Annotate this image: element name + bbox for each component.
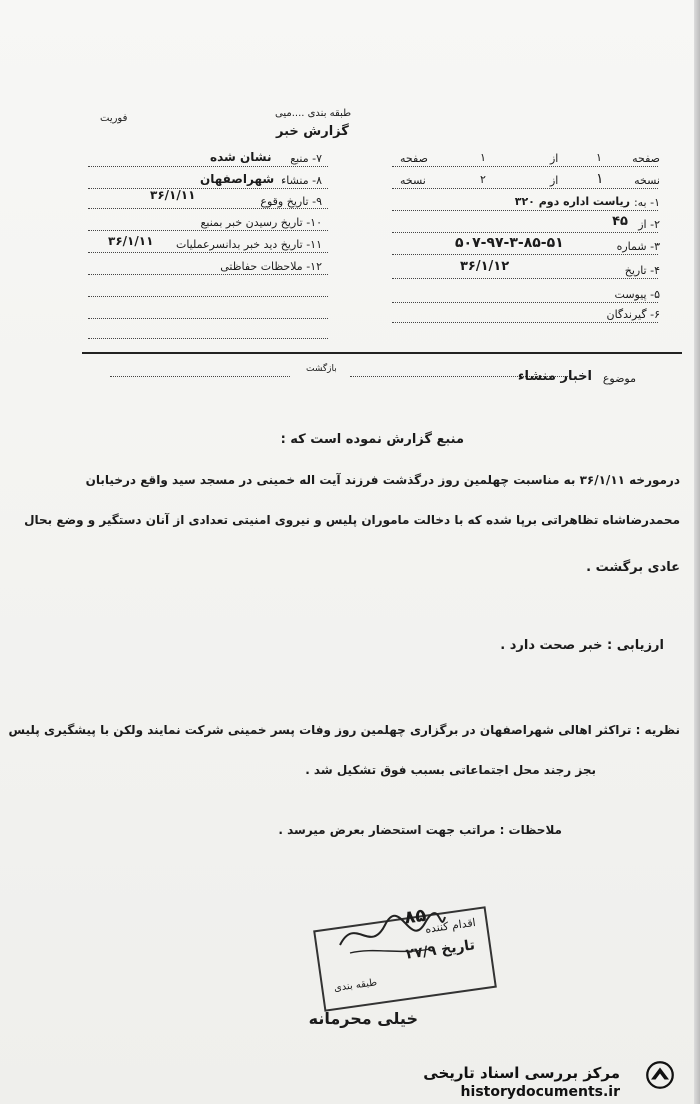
number-value: ۵۰۷-۹۷-۳-۸۵-۵۱ [455,235,564,251]
field-line [88,274,328,275]
watermark-site: historydocuments.ir [460,1084,620,1100]
archive-logo-icon [632,1060,688,1090]
watermark-org: مرکز بررسی اسناد تاریخی [423,1064,620,1082]
page-value: ۱ [596,151,602,164]
number-label: ۳- شماره [616,240,660,253]
field-line [392,254,658,255]
field-line [392,322,658,323]
comment-line-1: نظریه : تراکثر اهالی شهراصفهان در برگزاری چهلمین روز وفات پسر خمینی شرکت نمایند ولکن با پیشگیری پلیس [8,723,680,737]
field-event-date-value: ۳۶/۱/۱۱ [150,188,196,202]
subject-label: موضوع [602,372,636,385]
field-line [88,230,328,231]
reference-line [110,376,290,377]
copy-of-value: ۲ [480,173,486,186]
stamp-line-2: تاریخ ۲۷/۹ [404,937,476,963]
header-divider [82,352,682,354]
classification-label: طبقه بندی ....میی [275,108,352,119]
page-of-value: ۱ [480,151,486,164]
stamp-number: ۸۵ [402,904,428,929]
body-line-4: عادی برگشت . [586,560,680,575]
field-line [88,252,328,253]
stamp-line-3: طبقه بندی [333,977,378,995]
field-security-label: ۱۲- ملاحظات حفاظتی [220,260,322,273]
to-value: ریاست اداره دوم ۳۲۰ [514,195,630,208]
comment-line-2: بجز رجند محل اجتماعاتی بسبب فوق تشکیل شد . [305,763,596,777]
field-line [88,296,328,297]
body-line-3: محمدرضاشاه تظاهراتی برپا شده که با دخالت ماموران پلیس و نیروی امنیتی تعدادی از آنان دستگیر و وضع بحال [24,513,680,527]
urgency-label: فوریت [100,113,128,124]
field-origin-label: ۸- منشاء [281,174,322,187]
copy-unit: نسخه [400,174,426,187]
field-line [88,318,328,319]
document-title: گزارش خبر [276,124,349,139]
field-line [88,208,328,209]
from-value: ۴۵ [612,214,628,229]
field-line [88,166,328,167]
field-source-label: ۷- منبع [290,152,322,165]
assessment: ارزیابی : خبر صحت دارد . [500,638,664,653]
page-label: صفحه [632,152,660,165]
field-line [392,278,658,279]
stamp-line-1: اقدام کننده [424,915,477,936]
footer-classification: خیلی محرمانه [308,1009,418,1028]
field-ops-date-value: ۳۶/۱/۱۱ [108,234,154,248]
copy-of-label: از [550,174,559,187]
field-event-date-label: ۹- تاریخ وقوع [260,195,322,208]
field-line [88,338,328,339]
body-intro: منبع گزارش نموده است که : [280,432,464,447]
field-line [392,188,658,189]
copy-label: نسخه [634,174,660,187]
page-of-label: از [550,152,559,165]
subject-value: اخبار منشاء [517,369,592,384]
field-arrival-label: ۱۰- تاریخ رسیدن خبر بمنبع [200,216,322,229]
to-label: ۱- به: [633,196,660,209]
body-line-2: درمورخه ۳۶/۱/۱۱ به مناسبت چهلمین روز درگذشت فرزند آیت اله خمینی در مسجد سید واقع درخیابان [85,473,680,487]
field-line [392,210,658,211]
field-line [88,188,328,189]
field-origin-value: شهراصفهان [200,172,275,186]
signature-scribble-icon [330,905,450,965]
date-label: ۴- تاریخ [624,264,660,277]
field-line [392,166,658,167]
date-value: ۳۶/۱/۱۲ [460,259,510,274]
copy-value: ۱ [596,171,604,187]
field-ops-date-label: ۱۱- تاریخ دید خبر بدانسرعملیات [175,238,322,251]
attachment-label: ۵- پیوست [614,288,660,301]
recipients-label: ۶- گیرندگان [606,308,660,321]
from-label: ۲- از [638,218,660,231]
field-line [392,302,658,303]
notes: ملاحظات : مراتب جهت استحضار بعرض میرسد . [278,823,562,837]
reference-label: بازگشت [306,364,337,374]
page-unit: صفحه [400,152,428,165]
field-line [392,232,658,233]
scan-edge [694,0,700,1104]
field-source-value: نشان شده [210,150,272,164]
